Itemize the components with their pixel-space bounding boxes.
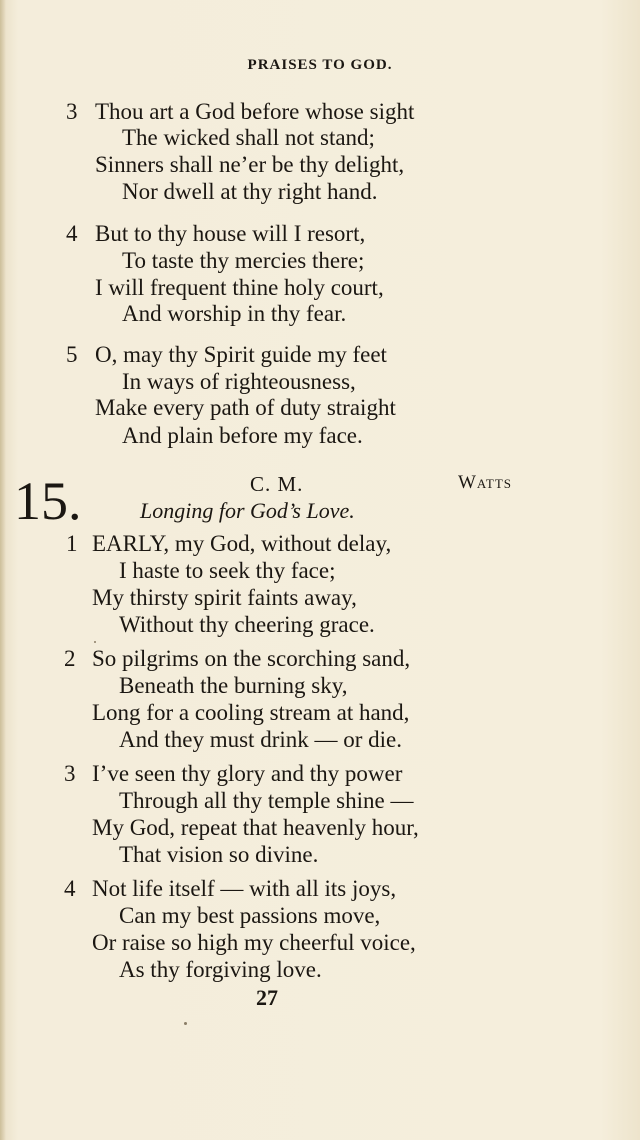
verse-line: To taste thy mercies there; [122,248,365,273]
verse-line: Can my best passions move, [119,903,381,928]
hymn-author: Watts [458,472,512,493]
verse-line: Without thy cheering grace. [119,612,375,637]
verse-line: Beneath the burning sky, [119,673,348,698]
running-head: PRAISES TO GOD. [247,57,393,73]
hymn-meter: C. M. [250,472,304,496]
verse-line: And they must drink — or die. [119,727,402,752]
verse-line: O, may thy Spirit guide my feet [95,342,387,367]
page-number: 27 [256,985,278,1010]
paper-speck [94,641,96,643]
verse-line: So pilgrims on the scorching sand, [92,646,411,671]
verse-line: Make every path of duty straight [95,395,396,420]
verse-line: Through all thy temple shine — [119,788,414,813]
verse-line: Long for a cooling stream at hand, [92,700,410,725]
verse-line: I’ve seen thy glory and thy power [92,761,403,786]
verse-line: But to thy house will I resort, [95,221,366,246]
verse-line: Sinners shall ne’er be thy delight, [95,152,405,177]
verse-line: My God, repeat that heavenly hour, [92,815,419,840]
stanza-number: 1 [66,531,78,556]
verse-line: I will frequent thine holy court, [95,275,384,300]
stanza-number: 3 [64,761,76,786]
verse-line: Not life itself — with all its joys, [92,876,397,901]
verse-line: And plain before my face. [122,423,363,448]
verse-line: Thou art a God before whose sight [95,99,415,124]
stanza-number: 5 [66,342,78,367]
verse-line: The wicked shall not stand; [122,125,375,150]
stanza-number: 4 [64,876,76,901]
verse-line: That vision so divine. [119,842,319,867]
paper-speck [184,1022,187,1025]
verse-line: In ways of righteousness, [122,369,356,394]
stanza-number: 2 [64,646,76,671]
verse-line: EARLY, my God, without delay, [92,531,392,556]
verse-line: Nor dwell at thy right hand. [122,179,378,204]
stanza-number: 3 [66,99,78,124]
hymn-number: 15. [14,471,82,531]
verse-line: I haste to seek thy face; [119,558,336,583]
stanza-number: 4 [66,221,78,246]
verse-line: Or raise so high my cheerful voice, [92,930,416,955]
hymn-title: Longing for God’s Love. [140,498,355,523]
verse-line: As thy forgiving love. [119,957,322,982]
page-gutter-shadow [0,0,6,1140]
verse-line: My thirsty spirit faints away, [92,585,357,610]
verse-line: And worship in thy fear. [122,301,347,326]
